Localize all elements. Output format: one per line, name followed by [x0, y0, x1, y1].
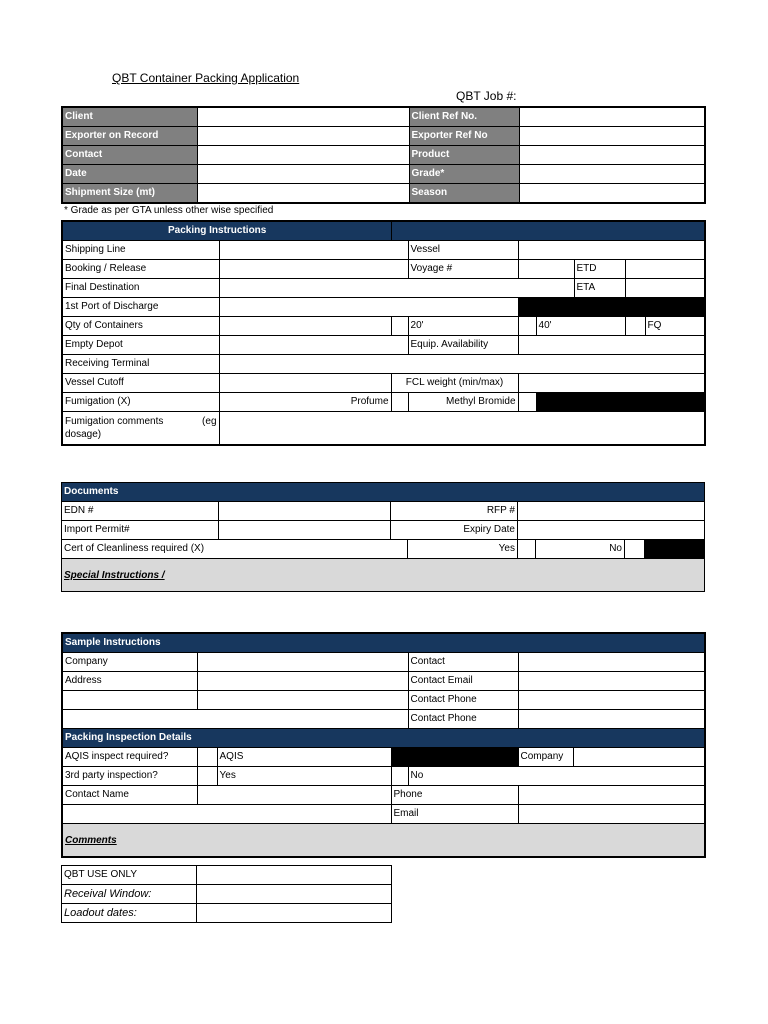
container-20-field[interactable] — [518, 317, 536, 336]
third-party-yes-checkbox[interactable] — [197, 767, 217, 786]
container-40-field[interactable] — [625, 317, 645, 336]
contact-email-field[interactable] — [518, 672, 705, 691]
contact-label: Contact — [62, 146, 197, 165]
contact-phone2-label: Contact Phone — [408, 710, 518, 729]
packing-title: Packing Instructions — [62, 221, 391, 241]
product-label: Product — [409, 146, 519, 165]
exporter-field[interactable] — [197, 127, 409, 146]
expiry-date-label: Expiry Date — [391, 521, 518, 540]
inspection-company-field[interactable] — [573, 748, 705, 767]
container-20-label: 20' — [408, 317, 518, 336]
voyage-field[interactable] — [518, 260, 574, 279]
shipping-line-label: Shipping Line — [62, 241, 219, 260]
qbt-use-field[interactable] — [197, 866, 392, 885]
qbt-use-table — [61, 865, 392, 923]
exporter-ref-field[interactable] — [519, 127, 705, 146]
qbt-use-label: QBT USE ONLY — [62, 866, 197, 885]
profume-label: Profume — [219, 393, 391, 412]
inspection-email-field[interactable] — [518, 805, 705, 824]
exporter-label: Exporter on Record — [62, 127, 197, 146]
etd-label: ETD — [574, 260, 625, 279]
vessel-label: Vessel — [408, 241, 518, 260]
inspection-phone-field[interactable] — [518, 786, 705, 805]
contact-phone2-field[interactable] — [518, 710, 705, 729]
import-permit-label: Import Permit# — [62, 521, 219, 540]
port-field[interactable] — [219, 298, 518, 317]
client-label: Client — [62, 107, 197, 127]
date-field[interactable] — [197, 165, 409, 184]
aqis-blackout — [391, 748, 518, 767]
packing-header-fill — [391, 221, 705, 241]
sample-company-label: Company — [62, 653, 197, 672]
equip-field[interactable] — [518, 336, 705, 355]
port-label: 1st Port of Discharge — [62, 298, 219, 317]
profume-checkbox[interactable] — [391, 393, 408, 412]
contact-name-field[interactable] — [197, 786, 391, 805]
special-instructions-field[interactable] — [62, 559, 705, 592]
qty-spacer — [391, 317, 408, 336]
grade-label: Grade* — [409, 165, 519, 184]
loadout-dates-label: Loadout dates: — [62, 904, 197, 923]
receival-window-label: Receival Window: — [62, 885, 197, 904]
contact-field[interactable] — [197, 146, 409, 165]
container-40-label: 40' — [536, 317, 625, 336]
sample-contact-label: Contact — [408, 653, 518, 672]
grade-field[interactable] — [519, 165, 705, 184]
fumigation-comments-label: Fumigation comments (eg dosage) — [62, 412, 219, 446]
shipment-size-label: Shipment Size (mt) — [62, 184, 197, 204]
comments-label: Comments — [65, 834, 117, 846]
sample-address-field[interactable] — [197, 672, 408, 691]
third-party-no-checkbox[interactable] — [391, 767, 408, 786]
receiving-terminal-label: Receiving Terminal — [62, 355, 219, 374]
empty-depot-label: Empty Depot — [62, 336, 219, 355]
documents-title: Documents — [62, 483, 705, 502]
grade-note: * Grade as per GTA unless other wise specified — [64, 205, 274, 216]
documents-table — [61, 482, 705, 592]
contact-name-label: Contact Name — [62, 786, 197, 805]
voyage-label: Voyage # — [408, 260, 518, 279]
edn-label: EDN # — [62, 502, 219, 521]
receival-window-field[interactable] — [197, 885, 392, 904]
season-field[interactable] — [519, 184, 705, 204]
expiry-date-field[interactable] — [518, 521, 705, 540]
receiving-terminal-field[interactable] — [219, 355, 705, 374]
final-destination-field[interactable] — [219, 279, 574, 298]
sample-company-field[interactable] — [197, 653, 408, 672]
client-table — [61, 106, 706, 204]
address-line2-field[interactable] — [62, 691, 197, 710]
third-party-no-label: No — [408, 767, 705, 786]
fcl-weight-field[interactable] — [518, 374, 705, 393]
inspection-title: Packing Inspection Details — [62, 729, 705, 748]
sample-title: Sample Instructions — [62, 633, 705, 653]
sample-table — [61, 632, 706, 858]
etd-field[interactable] — [625, 260, 705, 279]
aqis-question-label: AQIS inspect required? — [62, 748, 197, 767]
eta-label: ETA — [574, 279, 625, 298]
rfp-field[interactable] — [518, 502, 705, 521]
final-destination-label: Final Destination — [62, 279, 219, 298]
vessel-cutoff-label: Vessel Cutoff — [62, 374, 219, 393]
aqis-checkbox[interactable] — [197, 748, 217, 767]
exporter-ref-label: Exporter Ref No — [409, 127, 519, 146]
job-number-label: QBT Job #: — [456, 89, 517, 103]
sample-address-label: Address — [62, 672, 197, 691]
address-line2-extra[interactable] — [197, 691, 408, 710]
booking-label: Booking / Release — [62, 260, 219, 279]
methyl-bromide-label: Methyl Bromide — [408, 393, 518, 412]
inspection-email-label: Email — [391, 805, 518, 824]
fumigation-blackout — [536, 393, 705, 412]
sample-contact-field[interactable] — [518, 653, 705, 672]
empty-depot-field[interactable] — [219, 336, 408, 355]
methyl-bromide-checkbox[interactable] — [518, 393, 536, 412]
cleanliness-label: Cert of Cleanliness required (X) — [62, 540, 408, 559]
edn-field[interactable] — [219, 502, 391, 521]
port-blackout — [518, 298, 705, 317]
import-permit-field[interactable] — [219, 521, 391, 540]
vessel-field[interactable] — [518, 241, 705, 260]
cleanliness-no-label: No — [536, 540, 625, 559]
comments-field[interactable] — [62, 824, 705, 858]
shipment-size-field[interactable] — [197, 184, 409, 204]
eta-field[interactable] — [625, 279, 705, 298]
cleanliness-yes-label: Yes — [408, 540, 518, 559]
fumigation-label: Fumigation (X) — [62, 393, 219, 412]
third-party-label: 3rd party inspection? — [62, 767, 197, 786]
shipping-line-field[interactable] — [219, 241, 408, 260]
document-title: QBT Container Packing Application — [112, 71, 300, 85]
client-field[interactable] — [197, 107, 409, 127]
qty-field[interactable] — [219, 317, 391, 336]
equip-label: Equip. Availability — [408, 336, 518, 355]
season-label: Season — [409, 184, 519, 204]
aqis-label: AQIS — [217, 748, 391, 767]
cleanliness-blackout — [645, 540, 705, 559]
loadout-dates-field[interactable] — [197, 904, 392, 923]
third-party-yes-label: Yes — [217, 767, 391, 786]
date-label: Date — [62, 165, 197, 184]
contact-phone-field[interactable] — [518, 691, 705, 710]
inspection-phone-label: Phone — [391, 786, 518, 805]
client-ref-field[interactable] — [519, 107, 705, 127]
inspection-company-label: Company — [518, 748, 573, 767]
address-line3-field[interactable] — [62, 710, 408, 729]
contact-phone-label: Contact Phone — [408, 691, 518, 710]
client-ref-label: Client Ref No. — [409, 107, 519, 127]
contact-email-label: Contact Email — [408, 672, 518, 691]
qty-label: Qty of Containers — [62, 317, 219, 336]
cleanliness-no-checkbox[interactable] — [625, 540, 645, 559]
fcl-weight-label: FCL weight (min/max) — [391, 374, 518, 393]
special-instructions-label: Special Instructions / — [64, 569, 165, 581]
rfp-label: RFP # — [391, 502, 518, 521]
contact-name-extra[interactable] — [62, 805, 391, 824]
booking-field[interactable] — [219, 260, 408, 279]
packing-table — [61, 220, 706, 446]
fq-label: FQ — [645, 317, 705, 336]
vessel-cutoff-field[interactable] — [219, 374, 391, 393]
product-field[interactable] — [519, 146, 705, 165]
fumigation-comments-field[interactable] — [219, 412, 705, 446]
cleanliness-yes-checkbox[interactable] — [518, 540, 536, 559]
